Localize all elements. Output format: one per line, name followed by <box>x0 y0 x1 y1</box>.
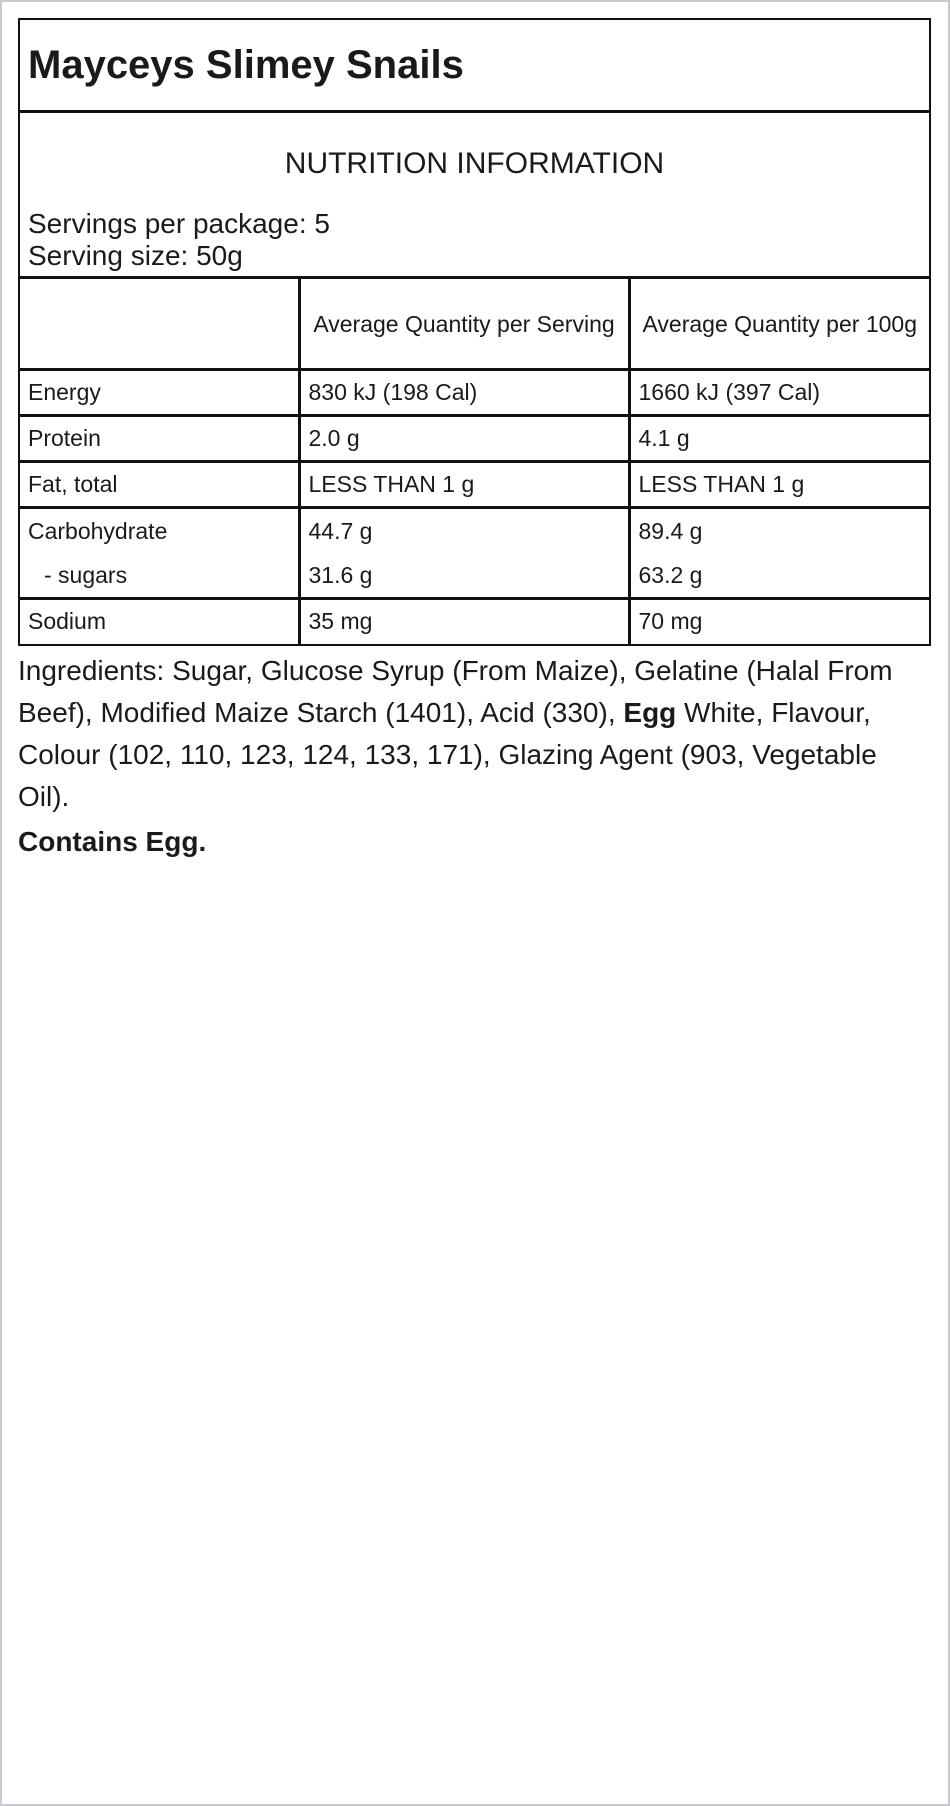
sub-per-100g-value: 63.2 g <box>638 561 703 588</box>
title-row <box>20 20 929 113</box>
serving-size: Serving size: 50g <box>28 240 243 271</box>
allergen-statement: Contains Egg. <box>18 826 207 857</box>
table-row <box>20 461 929 507</box>
header-per-100g: Average Quantity per 100g <box>629 279 929 369</box>
per-serving-value: LESS THAN 1 g <box>299 461 629 507</box>
table-row <box>20 598 929 644</box>
per-serving-value: 35 mg <box>299 598 629 644</box>
nutrition-heading: NUTRITION INFORMATION <box>284 147 665 180</box>
nutrient-name: Protein <box>28 424 101 451</box>
sub-nutrient-name: - sugars <box>44 561 128 588</box>
nutrient-name: Carbohydrate <box>28 517 168 544</box>
servings-per-package: Servings per package: 5 <box>28 208 330 239</box>
per-serving-value: 2.0 g <box>299 415 629 461</box>
per-serving-value: 44.7 g <box>308 517 373 544</box>
per-100g-value: 70 mg <box>629 598 929 644</box>
nutrient-name-cell <box>20 507 299 598</box>
table-row <box>20 369 929 415</box>
product-title: Mayceys Slimey Snails <box>28 42 464 87</box>
allergen-highlight: Egg <box>623 697 677 728</box>
per-100g-cell <box>629 507 929 598</box>
per-serving-value: 830 kJ (198 Cal) <box>299 369 629 415</box>
nutrient-name: Energy <box>28 378 101 405</box>
per-100g-value: 89.4 g <box>638 517 703 544</box>
header-nutrient <box>20 279 299 369</box>
per-serving-cell <box>299 507 629 598</box>
nutrition-panel <box>18 18 931 646</box>
table-row <box>20 507 929 598</box>
per-100g-value: 4.1 g <box>629 415 929 461</box>
serving-info <box>20 113 929 279</box>
per-100g-value: LESS THAN 1 g <box>629 461 929 507</box>
table-header-row <box>20 279 929 369</box>
sub-per-serving-value: 31.6 g <box>308 561 373 588</box>
ingredients-text <box>18 650 918 818</box>
per-100g-value: 1660 kJ (397 Cal) <box>629 369 929 415</box>
header-per-serving: Average Quantity per Serving <box>299 279 629 369</box>
nutrition-table <box>20 279 929 644</box>
nutrient-name: Fat, total <box>28 470 118 497</box>
ingredients-before: Ingredients: Sugar, Glucose Syrup (From Maize), Gelatine (Halal From Beef), Modified Maize Starch (1401), Acid (330), <box>18 655 893 728</box>
ingredients-after: White, Flavour, Colour (102, 110, 123, 124, 133, 171), Glazing Agent (903, Vegetable Oil). <box>18 697 877 812</box>
table-row <box>20 415 929 461</box>
nutrient-name: Sodium <box>28 608 106 635</box>
